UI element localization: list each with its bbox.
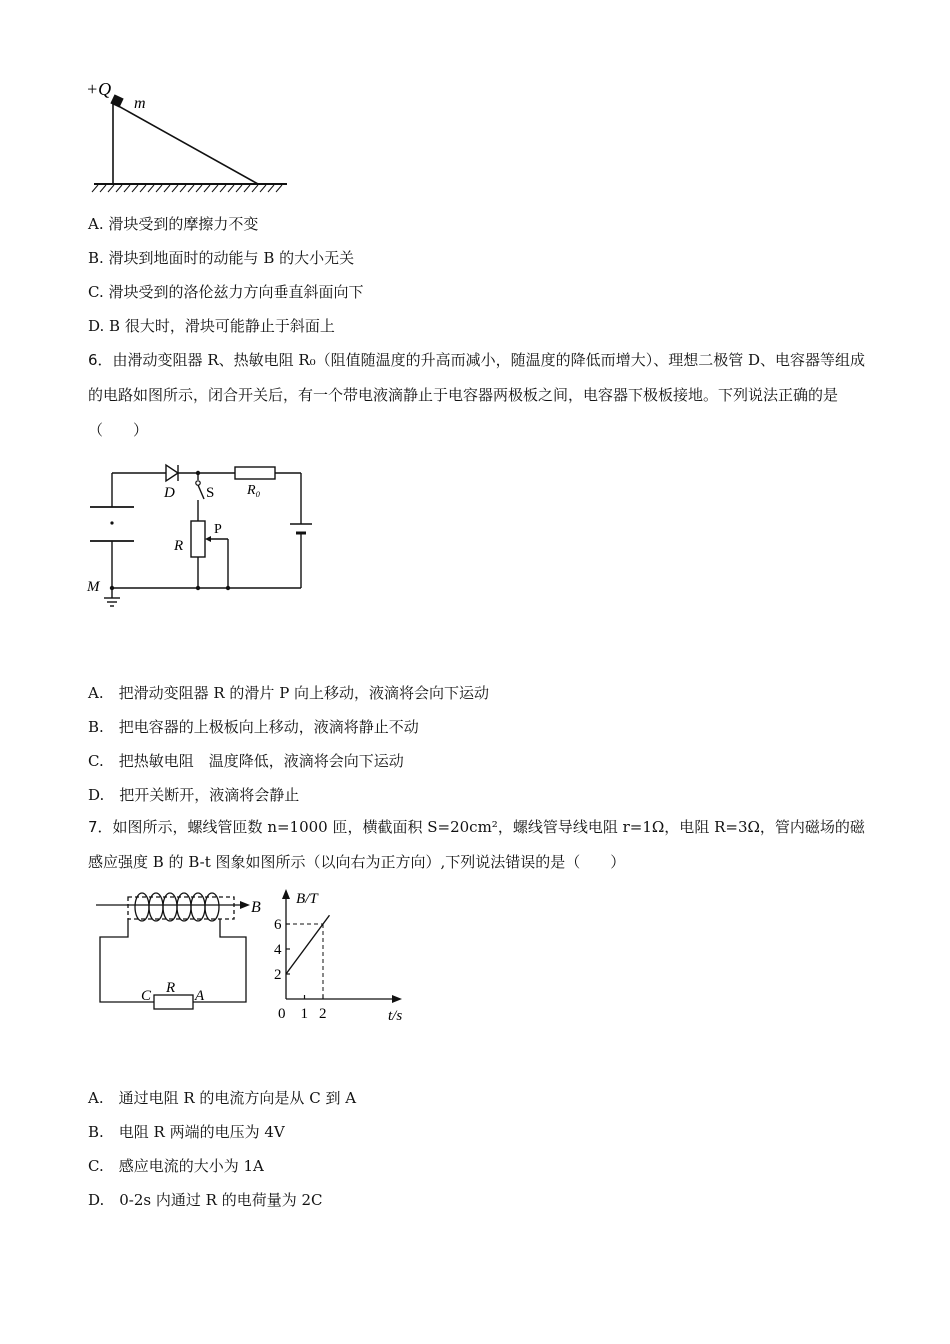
field-arrow: [240, 901, 250, 909]
diode-symbol: [166, 465, 178, 481]
q7-option-b: B. 电阻 R 两端的电压为 4V: [88, 1123, 285, 1141]
ground-hatching: [92, 185, 282, 192]
q5-option-c: C. 滑块受到的洛伦兹力方向垂直斜面向下: [88, 283, 364, 301]
incline-slope: [113, 103, 258, 184]
resistor-r: [154, 995, 193, 1009]
junction-bottom-p: [226, 586, 230, 590]
x-tick-label: 1: [300, 1006, 308, 1022]
origin-label: 0: [278, 1006, 286, 1022]
y-tick-label: 4: [274, 942, 282, 958]
q7-stem-text: ．如图所示，螺线管匝数 n=1000 匝，横截面积 S=20cm²，螺线管导线电阻 r=1Ω，电阻 R=3Ω，管内磁场的磁感应强度 B 的 B-t 图象如图所示（以向右为正方向）,下列说法错误的是（ ）: [88, 818, 865, 871]
junction-bottom-mid: [196, 586, 200, 590]
resistor-label: R: [166, 980, 176, 996]
q6-stem-text: ．由滑动变阻器 R、热敏电阻 R₀（阻值随温度的升高而减小，随温度的降低而增大）、理想二极管 D、电容器等组成的电路如图所示，闭合开关后，有一个带电液滴静止于电容器两极板之间，电容器下极板接地。下列说法正确的是（ ）: [88, 351, 865, 439]
q5-option-d: D. B 很大时，滑块可能静止于斜面上: [88, 317, 335, 335]
y-axis-label: B/T: [296, 891, 318, 907]
q6-stem: [88, 343, 878, 448]
y-tick-label: 6: [274, 917, 282, 933]
mass-label: m: [134, 95, 146, 112]
switch-contact-top: [196, 481, 200, 485]
q5-option-b: B. 滑块到地面时的动能与 B 的大小无关: [88, 249, 355, 267]
thermistor-label: R₀: [247, 483, 261, 498]
q6-circuit-figure: [82, 455, 327, 620]
x-axis-arrow: [392, 995, 402, 1003]
q6-option-c: C. 把热敏电阻 温度降低，液滴将会向下运动: [88, 752, 404, 770]
junction-bottom-left: [110, 586, 114, 590]
charge-label: +Q: [86, 79, 112, 99]
q5-option-a: A. 滑块受到的摩擦力不变: [88, 215, 259, 233]
charged-droplet: [110, 521, 113, 524]
switch-label: S: [206, 485, 215, 501]
junction-top: [196, 471, 200, 475]
slider-arrow: [205, 536, 211, 542]
q7-bt-graph: [270, 885, 415, 1030]
diode-label: D: [164, 485, 175, 501]
q7-number: 7: [88, 818, 98, 836]
rheostat-r: [191, 521, 205, 557]
q7-option-c: C. 感应电流的大小为 1A: [88, 1157, 264, 1175]
q6-option-b: B. 把电容器的上极板向上移动，液滴将静止不动: [88, 718, 419, 736]
q6-number: 6: [88, 351, 98, 369]
right-end-label: A: [195, 988, 205, 1004]
y-tick-label: 2: [274, 967, 282, 983]
y-axis-arrow: [282, 889, 290, 899]
q7-option-d: D. 0-2s 内通过 R 的电荷量为 2C: [88, 1191, 323, 1209]
switch-blade: [198, 485, 204, 499]
left-end-label: C: [141, 988, 152, 1004]
q7-stem: [88, 810, 878, 880]
q6-option-d: D. 把开关断开，液滴将会静止: [88, 786, 300, 804]
rheostat-label: R: [174, 538, 184, 554]
thermistor-r0: [235, 467, 275, 479]
ground-point-label: M: [87, 579, 100, 595]
x-tick-label: 2: [319, 1006, 327, 1022]
x-axis-label: t/s: [388, 1008, 403, 1024]
q6-option-a: A. 把滑动变阻器 R 的滑片 P 向上移动，液滴将会向下运动: [88, 684, 490, 702]
field-label: B: [251, 899, 261, 916]
q7-option-a: A. 通过电阻 R 的电流方向是从 C 到 A: [88, 1089, 357, 1107]
q7-solenoid-figure: [92, 885, 267, 1010]
slider-label: P: [214, 522, 222, 537]
q5-incline-figure: [82, 75, 297, 195]
